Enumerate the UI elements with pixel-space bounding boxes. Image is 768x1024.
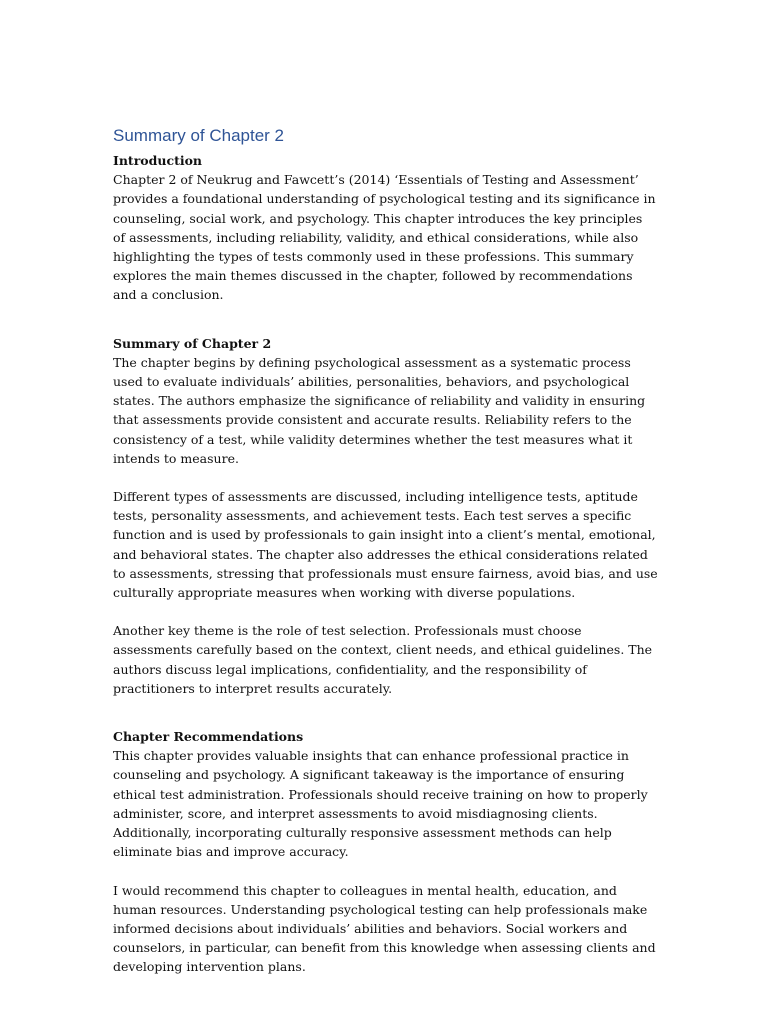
summary-paragraph-3: Another key theme is the role of test selection. Professionals must choose assessments carefully based on the context, client needs, and ethical guidelines. The authors discuss legal implications, confidentiality, and the responsibility of practitioners to interpret results accurately. [113, 623, 653, 696]
introduction-paragraph: Chapter 2 of Neukrug and Fawcett’s (2014) ‘Essentials of Testing and Assessment’ provides a foundational understanding of psychological testing and its significance in counseling, social work, and psychology. This chapter introduces the key principles of assessments, including reliability, validity, and ethical considerations, while also highlighting the types of tests commonly used in these professions. This summary explores the main themes discussed in the chapter, followed by recommendations and a conclusion. [113, 172, 656, 303]
section-spacer [113, 698, 658, 727]
document-title: Summary of Chapter 2 [113, 126, 285, 145]
paragraph-spacer [113, 468, 658, 487]
summary-heading: Summary of Chapter 2 [113, 335, 272, 351]
recommendations-paragraph-2: I would recommend this chapter to colleagues in mental health, education, and human resources. Understanding psychological testing can help professionals make informed decisions about individuals’ abilities and behaviors. Social workers and counselors, in particular, can benefit from this knowledge when assessing clients and developing intervention plans. [113, 882, 656, 975]
recommendations-heading: Chapter Recommendations [113, 729, 304, 745]
paragraph-spacer [113, 602, 658, 621]
paragraph-spacer [113, 862, 658, 881]
recommendations-paragraph-1: This chapter provides valuable insights that can enhance professional practice in counseling and psychology. A significant takeaway is the importance of ensuring ethical test administration. Professionals should receive training on how to properly administer, score, and interpret assessments to avoid misdiagnosing clients. Additionally, incorporating culturally responsive assessment methods can help eliminate bias and improve accuracy. [113, 748, 648, 860]
section-spacer [113, 305, 658, 334]
document-page [113, 124, 658, 977]
summary-paragraph-2: Different types of assessments are discussed, including intelligence tests, aptitude tests, personality assessments, and achievement tests. Each test serves a specific function and is used by professionals to gain insight into a client’s mental, emotional, and behavioral states. The chapter also addresses the ethical considerations related to assessments, stressing that professionals must ensure fairness, avoid bias, and use culturally appropriate measures when working with diverse populations. [113, 489, 658, 601]
summary-paragraph-1: The chapter begins by defining psychological assessment as a systematic process used to evaluate individuals’ abilities, personalities, behaviors, and psychological states. The authors emphasize the significance of reliability and validity in ensuring that assessments provide consistent and accurate results. Reliability refers to the consistency of a test, while validity determines whether the test measures what it intends to measure. [113, 354, 646, 466]
introduction-heading: Introduction [113, 153, 203, 168]
